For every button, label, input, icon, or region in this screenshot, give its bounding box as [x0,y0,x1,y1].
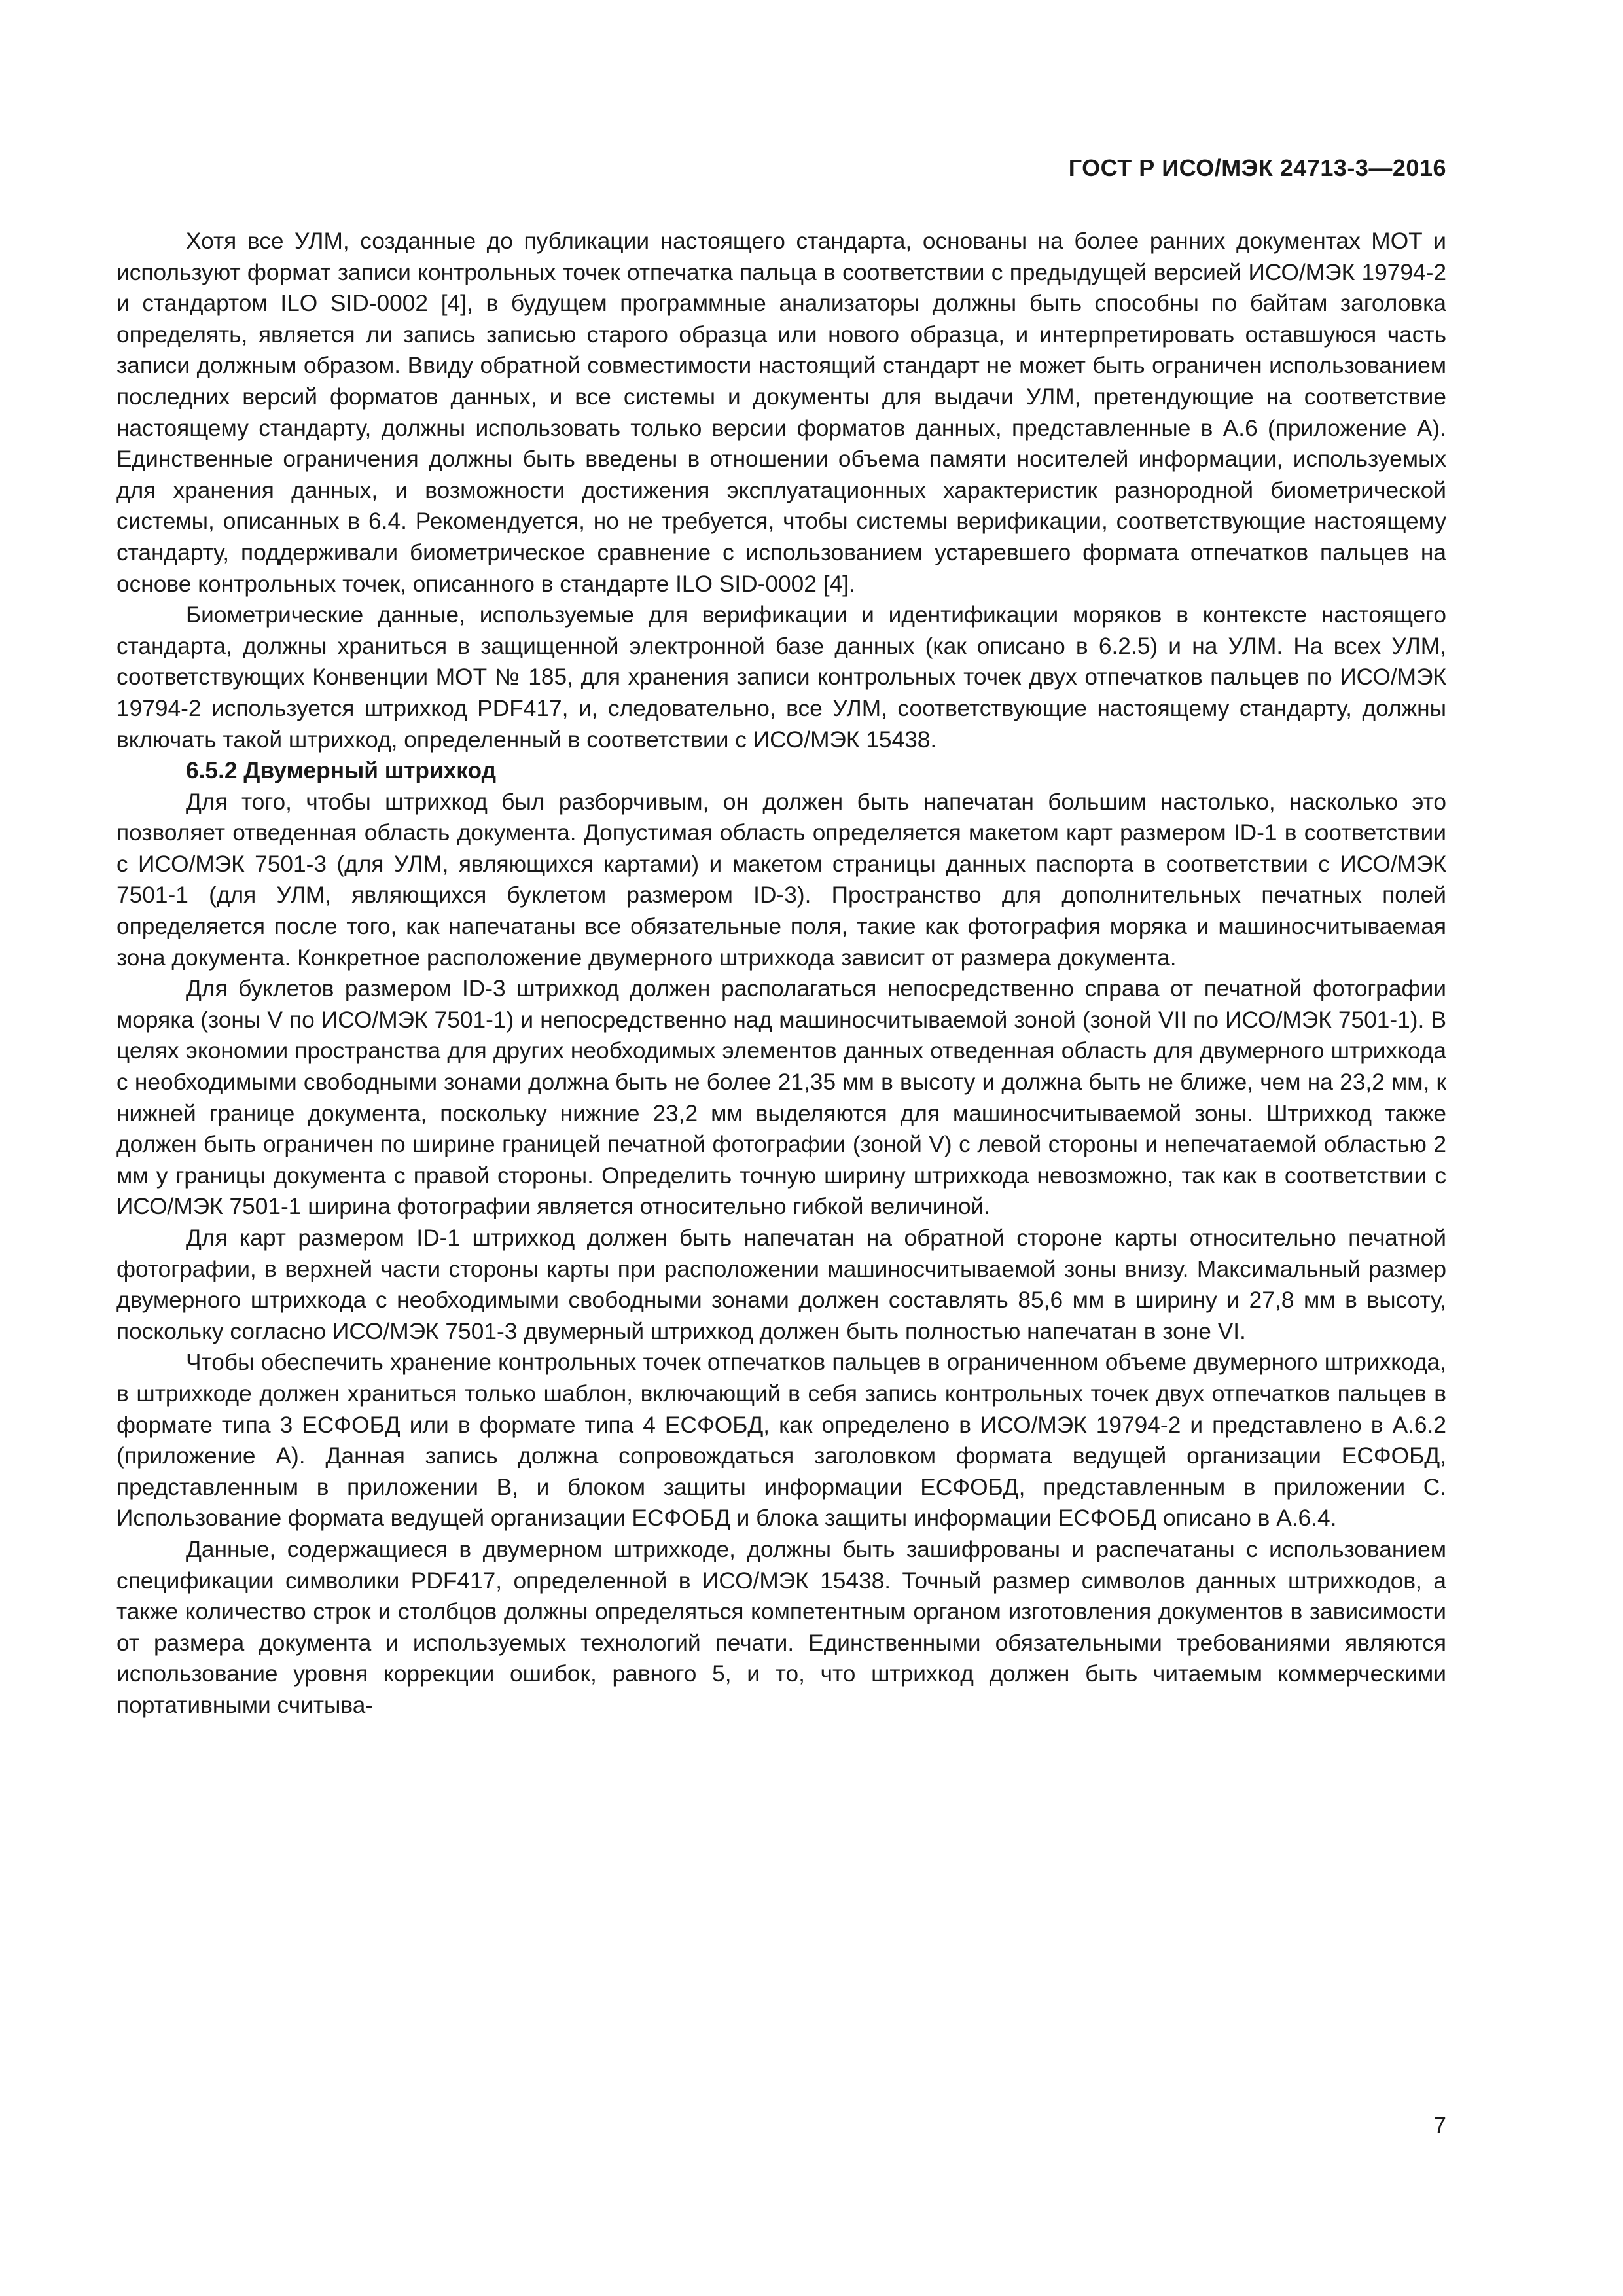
standard-header: ГОСТ Р ИСО/МЭК 24713-3—2016 [1068,154,1446,181]
page-number: 7 [1433,2113,1446,2138]
body-text [116,226,1446,1721]
paragraph-legacy-format: Хотя все УЛМ, созданные до публикации настоящего стандарта, основаны на более ранних документах МОТ и используют формат записи контрольных точек отпечатка пальца в соответствии с предыдущей версией ИСО/МЭК 19794-2 и стандартом ILO SID-0002 [4], в будущем программные анализаторы должны быть способны по байтам заголовка определять, является ли запись записью старого образца или нового образца, и интерпретировать оставшуюся часть записи должным образом. Ввиду обратной совместимости настоящий стандарт не может быть ограничен использованием последних версий форматов данных, и все системы и документы для выдачи УЛМ, претендующие на соответствие настоящему стандарту, должны использовать только версии форматов данных, представленные в А.6 (приложение А). Единственные ограничения должны быть введены в отношении объема памяти носителей информации, используемых для хранения данных, и возможности достижения эксплуатационных характеристик разнородной биометрической системы, описанных в 6.4. Рекомендуется, но не требуется, чтобы системы верификации, соответствующие настоящему стандарту, поддерживали биометрическое сравнение с использованием устаревшего формата отпечатков пальцев на основе контрольных точек, описанного в стандарте ILO SID-0002 [4]. [116,228,1446,597]
paragraph-biometric-data: Биометрические данные, используемые для верификации и идентификации моряков в контексте настоящего стандарта, должны храниться в защищенной электронной базе данных (как описано в 6.2.5) и на УЛМ. На всех УЛМ, соответствующих Конвенции МОТ № 185, для хранения записи контрольных точек двух отпечатков пальцев по ИСО/МЭК 19794-2 используется штрихкод PDF417, и, следовательно, все УЛМ, соответствующие настоящему стандарту, должны включать такой штрихкод, определенный в соответствии с ИСО/МЭК 15438. [116,602,1446,753]
paragraph-barcode-readability: Для того, чтобы штрихкод был разборчивым, он должен быть напечатан большим настолько, насколько это позволяет отведенная область документа. Допустимая область определяется макетом карт размером ID-1 в соответствии с ИСО/МЭК 7501-3 (для УЛМ, являющихся картами) и макетом страницы данных паспорта в соответствии с ИСО/МЭК 7501-1 (для УЛМ, являющихся буклетом размером ID-3). Пространство для дополнительных печатных полей определяется после того, как напечатаны все обязательные поля, такие как фотография моряка и машиносчитываемая зона документа. Конкретное расположение двумерного штрихкода зависит от размера документа. [116,789,1446,971]
paragraph-pdf417-encoding: Данные, содержащиеся в двумерном штрихкоде, должны быть зашифрованы и распечатаны с использованием спецификации символики PDF417, определенной в ИСО/МЭК 15438. Точный размер символов данных штрихкодов, а также количество строк и столбцов должны определяться компетентным органом изготовления документов в зависимости от размера документа и используемых технологий печати. Единственными обязательными требованиями являются использование уровня коррекции ошибок, равного 5, и то, что штрихкод должен быть читаемым коммерческими портативными считыва- [116,1536,1446,1718]
paragraph-id1-cards: Для карт размером ID-1 штрихкод должен быть напечатан на обратной стороне карты относительно печатной фотографии, в верхней части стороны карты при расположении машиносчитываемой зоны внизу. Максимальный размер двумерного штрихкода с необходимыми свободными зонами должен составлять 85,6 мм в ширину и 27,8 мм в высоту, поскольку согласно ИСО/МЭК 7501-3 двумерный штрихкод должен быть полностью напечатан в зоне VI. [116,1225,1446,1344]
paragraph-id3-booklets: Для буклетов размером ID-3 штрихкод должен располагаться непосредственно справа от печатной фотографии моряка (зоны V по ИСО/МЭК 7501-1) и непосредственно над машиносчитываемой зоной (зоной VII по ИСО/МЭК 7501-1). В целях экономии пространства для других необходимых элементов данных отведенная область для двумерного штрихкода с необходимыми свободными зонами должна быть не более 21,35 мм в высоту и должна быть не ближе, чем на 23,2 мм, к нижней границе документа, поскольку нижние 23,2 мм выделяются для машиносчитываемой зоны. Штрихкод также должен быть ограничен по ширине границей печатной фотографии (зоной V) с левой стороны и непечатаемой областью 2 мм у границы документа с правой стороны. Определить точную ширину штрихкода невозможно, так как в соответствии с ИСО/МЭК 7501-1 ширина фотографии является относительно гибкой величиной. [116,976,1446,1220]
section-heading: 6.5.2 Двумерный штрихкод [186,758,497,784]
paragraph-minutiae-storage: Чтобы обеспечить хранение контрольных точек отпечатков пальцев в ограниченном объеме двумерного штрихкода, в штрихкоде должен храниться только шаблон, включающий в себя запись контрольных точек двух отпечатков пальцев в формате типа 3 ЕСФОБД или в формате типа 4 ЕСФОБД, как определено в ИСО/МЭК 19794-2 и представлено в А.6.2 (приложение А). Данная запись должна сопровождаться заголовком формата ведущей организации ЕСФОБД, представленным в приложении В, и блоком защиты информации ЕСФОБД, представленным в приложении С. Использование формата ведущей организации ЕСФОБД и блока защиты информации ЕСФОБД описано в А.6.4. [116,1350,1446,1532]
